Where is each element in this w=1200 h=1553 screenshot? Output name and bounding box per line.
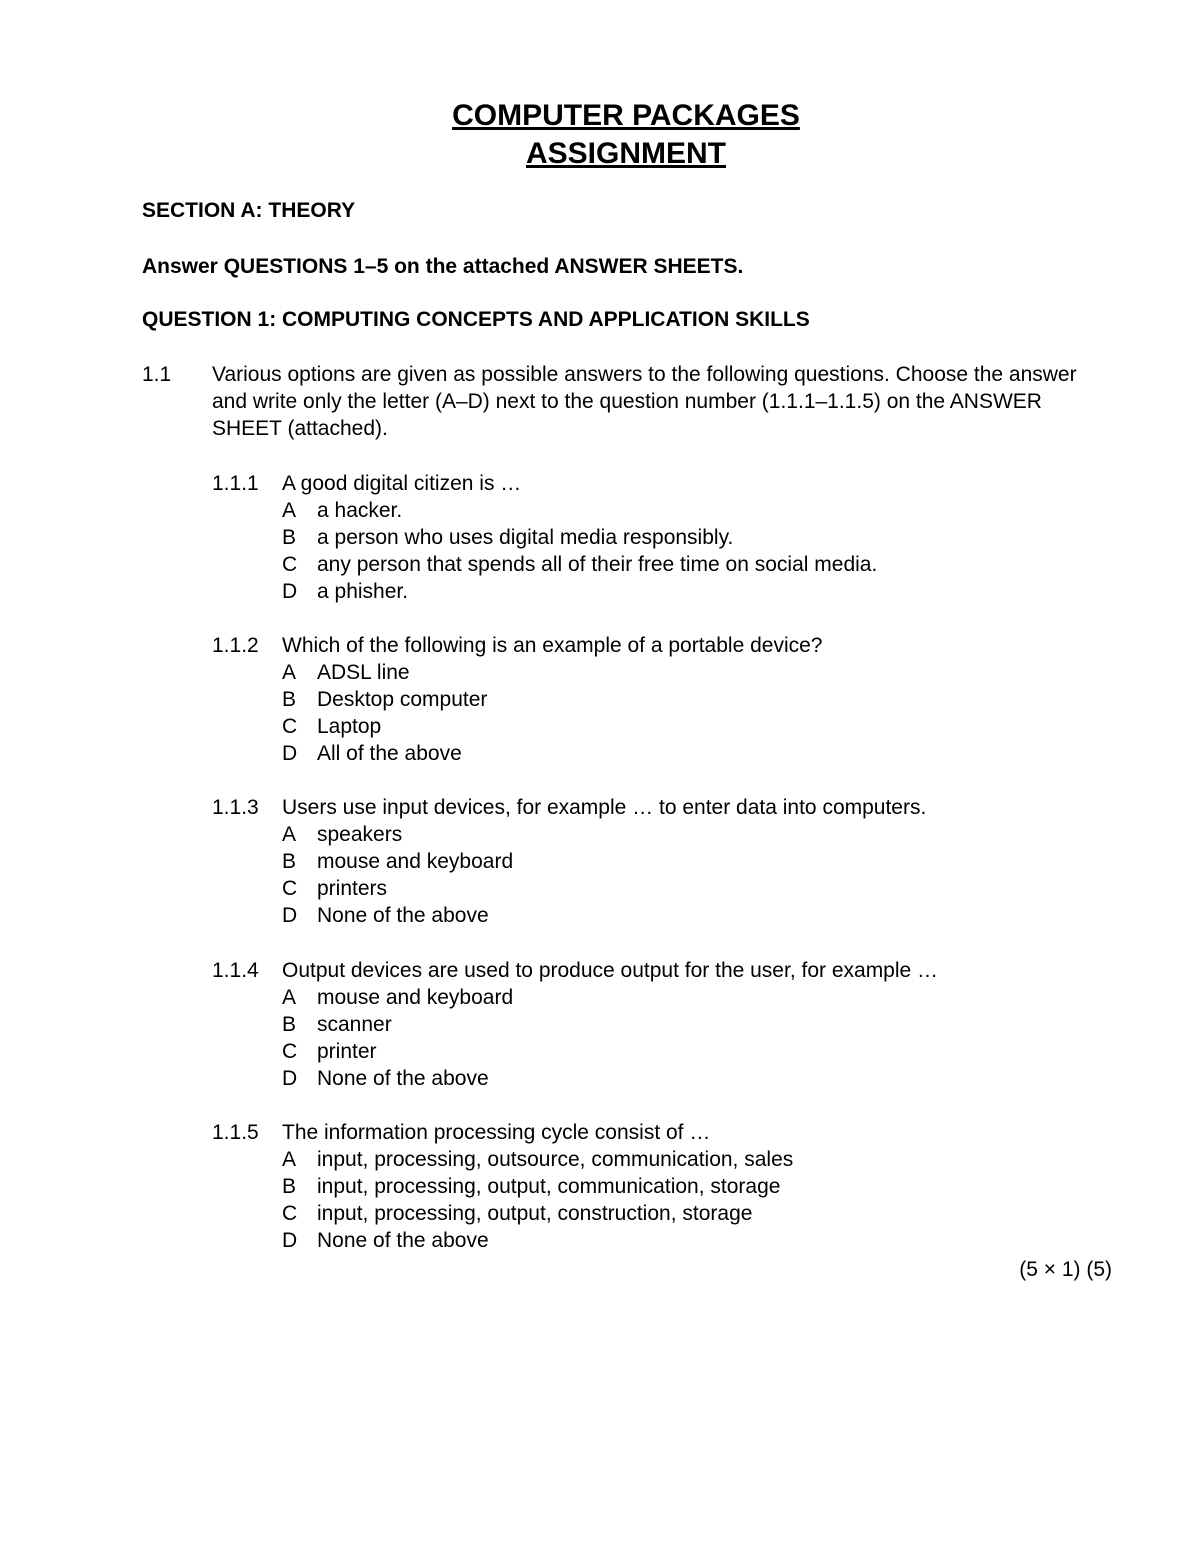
option-letter: A	[282, 1148, 297, 1171]
option-text: Laptop	[317, 715, 382, 738]
answer-instruction: Answer QUESTIONS 1–5 on the attached ANSWER SHEETS.	[142, 255, 744, 278]
option-letter: D	[282, 580, 298, 603]
option-text: printer	[317, 1040, 377, 1063]
option-row	[212, 1227, 793, 1254]
option-row	[212, 875, 926, 902]
option-text: a phisher.	[317, 580, 409, 603]
option-row	[212, 1065, 938, 1092]
question-block-1-1-4	[212, 957, 938, 1092]
question-row	[212, 1119, 793, 1146]
question-number: 1.1.1	[212, 472, 259, 495]
question-1-1-instruction: Various options are given as possible answers to the following questions. Choose the answer and write only the letter (A–D) next to the question number (1.1.1–1.1.5) on the ANSWER SHEET (attached).	[212, 363, 1077, 440]
option-row	[212, 686, 822, 713]
question-number-1-1: 1.1	[142, 363, 172, 386]
option-letter: B	[282, 1175, 297, 1198]
marks-allocation: (5 × 1) (5)	[1019, 1258, 1112, 1281]
option-text: Desktop computer	[317, 688, 488, 711]
option-letter: A	[282, 499, 297, 522]
option-row	[212, 984, 938, 1011]
question-block-1-1-5	[212, 1119, 793, 1254]
option-letter: C	[282, 1040, 298, 1063]
question-text: Which of the following is an example of a portable device?	[282, 634, 823, 657]
question-number: 1.1.2	[212, 634, 259, 657]
option-text: a person who uses digital media responsibly.	[317, 526, 734, 549]
question-row	[212, 794, 926, 821]
option-text: None of the above	[317, 904, 489, 927]
option-row	[212, 740, 822, 767]
option-row	[212, 713, 822, 740]
option-letter: D	[282, 1067, 298, 1090]
option-text: ADSL line	[317, 661, 410, 684]
question-text: Users use input devices, for example … to enter data into computers.	[282, 796, 927, 819]
question-text: The information processing cycle consist of …	[282, 1121, 711, 1144]
option-row	[212, 821, 926, 848]
document-title: COMPUTER PACKAGES	[452, 99, 800, 132]
question-number: 1.1.4	[212, 959, 259, 982]
option-text: any person that spends all of their free time on social media.	[317, 553, 878, 576]
option-text: input, processing, output, communication, storage	[317, 1175, 781, 1198]
option-text: printers	[317, 877, 388, 900]
option-row	[212, 1200, 793, 1227]
option-letter: B	[282, 526, 297, 549]
option-text: scanner	[317, 1013, 392, 1036]
question-block-1-1-1	[212, 470, 877, 605]
option-letter: C	[282, 1202, 298, 1225]
question-number: 1.1.3	[212, 796, 259, 819]
question-text: A good digital citizen is …	[282, 472, 522, 495]
option-row	[212, 1038, 938, 1065]
option-text: mouse and keyboard	[317, 850, 514, 873]
option-row	[212, 848, 926, 875]
option-row	[212, 497, 877, 524]
option-text: input, processing, output, construction, storage	[317, 1202, 753, 1225]
document-subtitle: ASSIGNMENT	[525, 137, 726, 170]
option-letter: D	[282, 1229, 298, 1252]
option-row	[212, 524, 877, 551]
option-letter: A	[282, 823, 297, 846]
option-text: a hacker.	[317, 499, 403, 522]
option-letter: C	[282, 877, 298, 900]
option-letter: A	[282, 661, 297, 684]
question-row	[212, 470, 877, 497]
option-row	[212, 551, 877, 578]
option-row	[212, 659, 822, 686]
option-text: speakers	[317, 823, 403, 846]
option-letter: A	[282, 986, 297, 1009]
question-block-1-1-2	[212, 632, 822, 767]
option-row	[212, 1146, 793, 1173]
option-letter: D	[282, 742, 298, 765]
option-letter: D	[282, 904, 298, 927]
question-number: 1.1.5	[212, 1121, 259, 1144]
option-letter: B	[282, 850, 297, 873]
option-text: All of the above	[317, 742, 462, 765]
option-row	[212, 1011, 938, 1038]
question-row	[212, 632, 822, 659]
question-row	[212, 957, 938, 984]
option-row	[212, 1173, 793, 1200]
option-text: mouse and keyboard	[317, 986, 514, 1009]
question-text: Output devices are used to produce output for the user, for example …	[282, 959, 939, 982]
option-text: input, processing, outsource, communication, sales	[317, 1148, 794, 1171]
option-letter: B	[282, 688, 297, 711]
option-letter: C	[282, 715, 298, 738]
question1-heading: QUESTION 1: COMPUTING CONCEPTS AND APPLICATION SKILLS	[142, 308, 810, 331]
option-letter: B	[282, 1013, 297, 1036]
option-text: None of the above	[317, 1067, 489, 1090]
question-block-1-1-3	[212, 794, 926, 929]
section-heading: SECTION A: THEORY	[142, 199, 356, 222]
option-text: None of the above	[317, 1229, 489, 1252]
option-row	[212, 902, 926, 929]
option-letter: C	[282, 553, 298, 576]
option-row	[212, 578, 877, 605]
